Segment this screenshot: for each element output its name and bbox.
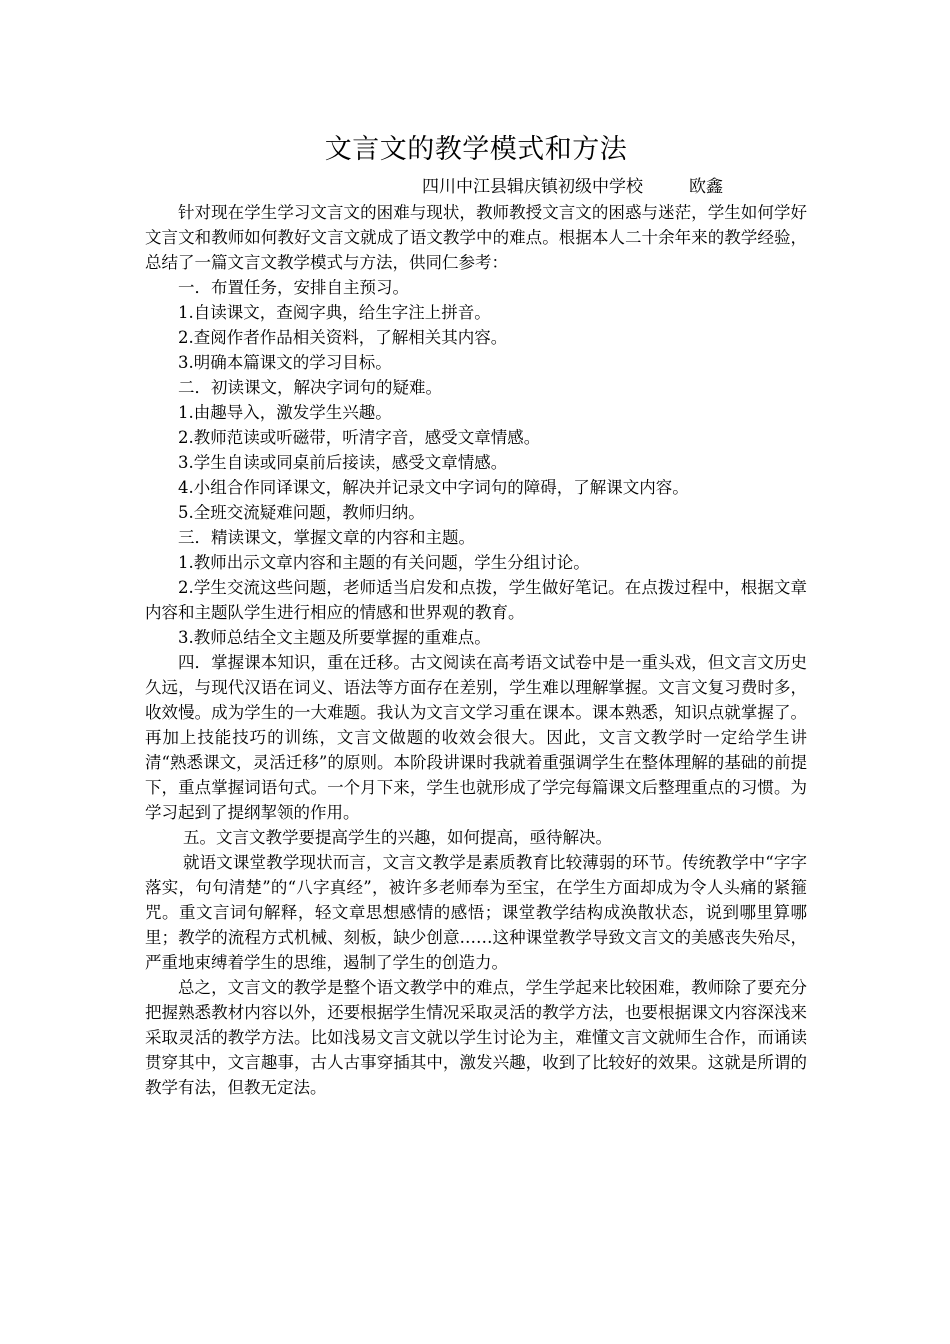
section-heading-5: 五。文言文教学要提高学生的兴趣，如何提高，亟待解决。 bbox=[183, 828, 612, 847]
document-body bbox=[145, 200, 807, 1100]
list-item: 3.明确本篇课文的学习目标。 bbox=[178, 353, 392, 372]
list-item: 5.全班交流疑难问题，教师归纳。 bbox=[178, 503, 425, 522]
list-item: 3.教师总结全文主题及所要掌握的重难点。 bbox=[178, 628, 491, 647]
list-item: 2.学生交流这些问题，老师适当启发和点拨，学生做好笔记。在点拨过程中，根据文章内容和主题队学生进行相应的情感和世界观的教育。 bbox=[145, 578, 807, 622]
list-item: 1.由趣导入，激发学生兴趣。 bbox=[178, 403, 392, 422]
section-heading-2: 二．初读课文，解决字词句的疑难。 bbox=[178, 378, 442, 397]
document-title: 文言文的教学模式和方法 bbox=[324, 134, 628, 165]
byline-author: 欧鑫 bbox=[689, 177, 723, 197]
list-item: 2.教师范读或听磁带，听清字音，感受文章情感。 bbox=[178, 428, 541, 447]
byline bbox=[145, 174, 807, 200]
document-page bbox=[145, 130, 807, 1100]
section-heading-1: 一．布置任务，安排自主预习。 bbox=[178, 278, 409, 297]
list-item: 1.教师出示文章内容和主题的有关问题，学生分组讨论。 bbox=[178, 553, 590, 572]
paragraph-classroom-status: 就语文课堂教学现状而言，文言文教学是素质教育比较薄弱的环节。传统教学中“字字落实，句句清楚”的“八字真经”，被许多老师奉为至宝，在学生方面却成为令人头痛的紧箍咒。重文言词句解释，轻文章思想感情的感悟；课堂教学结构成涣散状态，说到哪里算哪里；教学的流程方式机械、刻板，缺少创意……这种课堂教学导致文言文的美感丧失殆尽，严重地束缚着学生的思维，遏制了学生的创造力。 bbox=[145, 853, 807, 972]
list-item: 2.查阅作者作品相关资料，了解相关其内容。 bbox=[178, 328, 508, 347]
paragraph-intro: 针对现在学生学习文言文的困难与现状，教师教授文言文的困惑与迷茫，学生如何学好文言文和教师如何教好文言文就成了语文教学中的难点。根据本人二十余年来的教学经验，总结了一篇文言文教学模式与方法，供同仁参考： bbox=[145, 203, 807, 272]
byline-school: 四川中江县辑庆镇初级中学校 bbox=[422, 177, 643, 197]
list-item: 1.自读课文，查阅字典，给生字注上拼音。 bbox=[178, 303, 491, 322]
section-paragraph-4: 四．掌握课本知识，重在迁移。古文阅读在高考语文试卷中是一重头戏，但文言文历史久远，与现代汉语在词义、语法等方面存在差别，学生难以理解掌握。文言文复习费时多，收效慢。成为学生的一大难题。我认为文言文学习重在课本。课本熟悉，知识点就掌握了。再加上技能技巧的训练，文言文做题的收效会很大。因此，文言文教学时一定给学生讲清“熟悉课文，灵活迁移”的原则。本阶段讲课时我就着重强调学生在整体理解的基础的前提下，重点掌握词语句式。一个月下来，学生也就形成了学完每篇课文后整理重点的习惯。为学习起到了提纲挈领的作用。 bbox=[145, 653, 807, 822]
list-item: 4.小组合作同译课文，解决并记录文中字词句的障碍，了解课文内容。 bbox=[178, 478, 689, 497]
list-item: 3.学生自读或同桌前后接读，感受文章情感。 bbox=[178, 453, 508, 472]
paragraph-conclusion: 总之，文言文的教学是整个语文教学中的难点，学生学起来比较困难，教师除了要充分把握熟悉教材内容以外，还要根据学生情况采取灵活的教学方法，也要根据课文内容深浅来采取灵活的教学方法。比如浅易文言文就以学生讨论为主，难懂文言文就师生合作，而诵读贯穿其中，文言趣事，古人古事穿插其中，激发兴趣，收到了比较好的效果。这就是所谓的教学有法，但教无定法。 bbox=[145, 978, 807, 1097]
section-heading-3: 三．精读课文，掌握文章的内容和主题。 bbox=[178, 528, 475, 547]
